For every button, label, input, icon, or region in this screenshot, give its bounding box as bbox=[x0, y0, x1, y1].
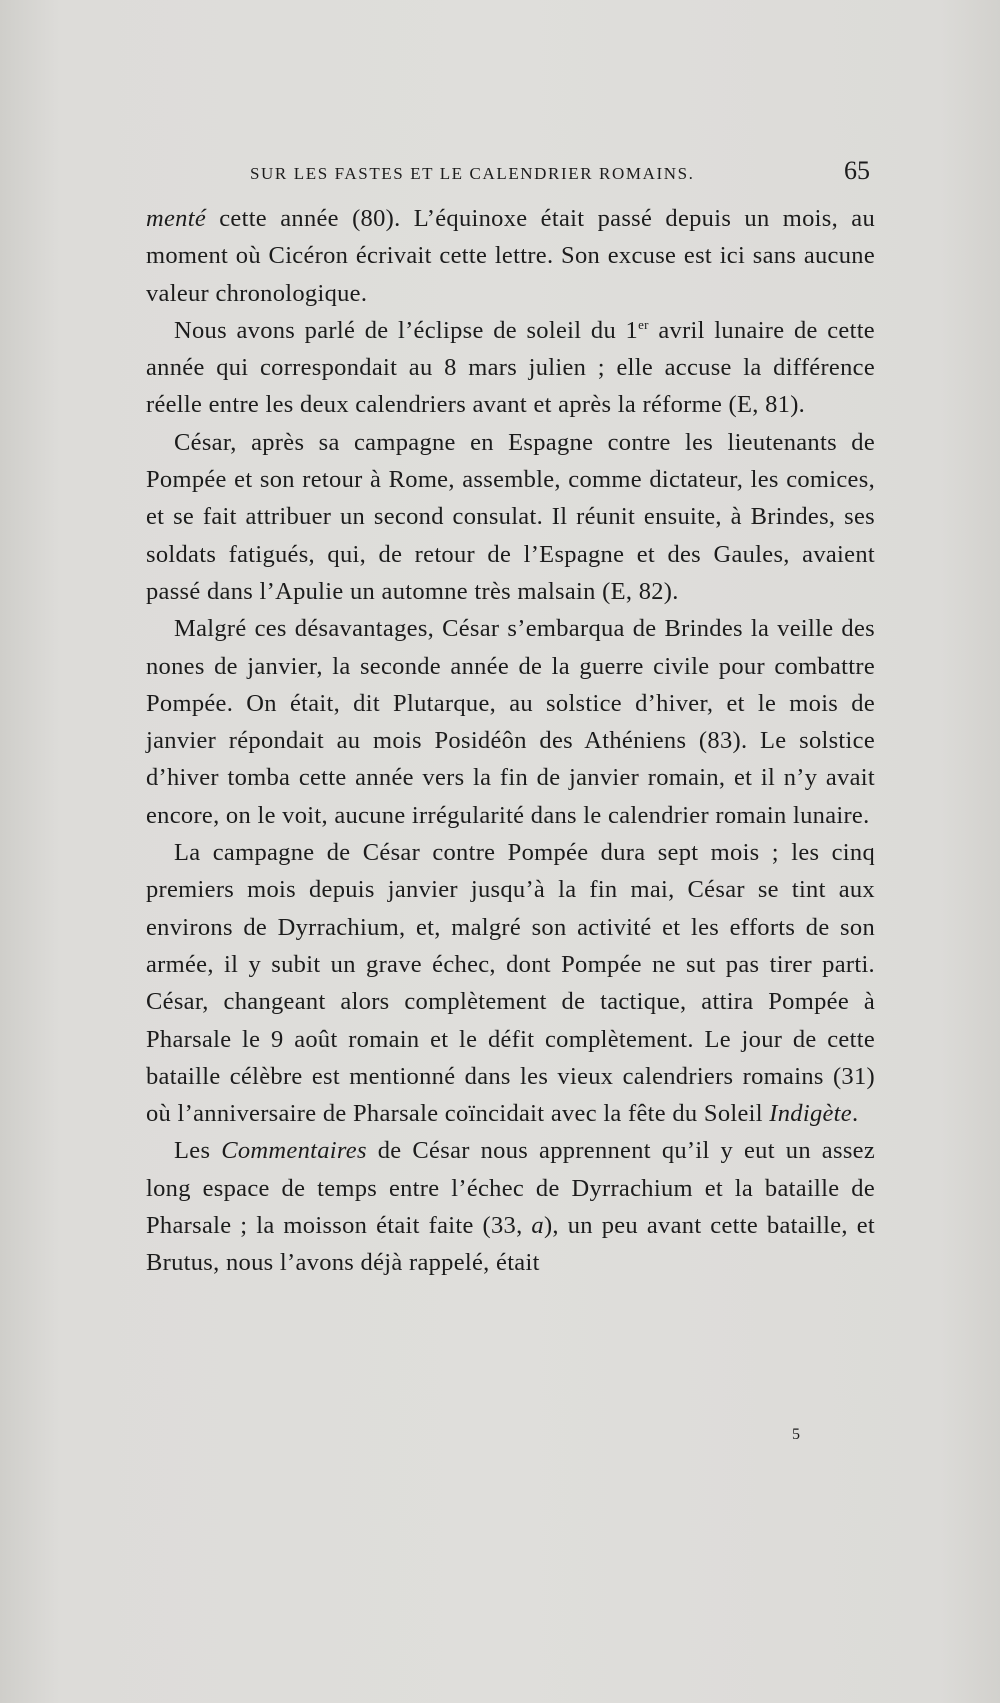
italic-text: Commentaires bbox=[221, 1137, 367, 1165]
superscript: er bbox=[638, 316, 649, 332]
body-text bbox=[146, 200, 875, 1282]
page-number: 65 bbox=[844, 156, 870, 185]
signature-mark: 5 bbox=[792, 1426, 800, 1443]
paragraph-1 bbox=[146, 200, 875, 312]
paragraph-2 bbox=[146, 312, 875, 424]
text-run: Malgré ces désavantages, César s’embarqua de Brindes la veille des nones de janvier, la seconde année de la guerre civile pour combattre Pompée. On était, dit Plutarque, au solstice d’hiver, et le mois de janvier répondait au mois Posidéôn des Athéniens (83). Le solstice d’hiver tomba cette année vers la fin de janvier romain, et il n’y avait encore, on le voit, aucune irrégularité dans le calendrier romain lunaire. bbox=[146, 615, 875, 829]
paragraph-6 bbox=[146, 1132, 875, 1281]
text-run: cette année (80). L’équinoxe était passé depuis un mois, au moment où Cicéron écrivait cette lettre. Son excuse est ici sans aucune valeur chronologique. bbox=[146, 205, 875, 307]
italic-text: Indigète bbox=[769, 1100, 852, 1128]
text-run: Les bbox=[174, 1137, 222, 1165]
paragraph-5 bbox=[146, 834, 875, 1132]
text-run: ), un peu avant cette bataille, et Brutus, nous l’avons déjà rappelé, était bbox=[146, 1212, 876, 1277]
page-header bbox=[150, 156, 870, 196]
italic-text: menté bbox=[146, 205, 206, 232]
text-run: César, après sa campagne en Espagne contre les lieutenants de Pompée et son retour à Rome, assemble, comme dictateur, les comices, et se fait attribuer un second consulat. Il réunit ensuite, à Brindes, ses soldats fatigués, qui, de retour de l’Espagne et des Gaules, avaient passé dans l’Apulie un automne très malsain (E, 82). bbox=[146, 428, 875, 605]
running-head: SUR LES FASTES ET LE CALENDRIER ROMAINS. bbox=[250, 164, 695, 183]
text-run: La campagne de César contre Pompée dura sept mois ; les cinq premiers mois depuis janvier jusqu’à la fin mai, César se tint aux environs de Dyrrachium, et, malgré son activité et les efforts de son armée, il y subit un grave échec, dont Pompée ne sut pas tirer parti. César, changeant alors complètement de tactique, attira Pompée à Pharsale le 9 août romain et le défit complètement. Le jour de cette bataille célèbre est mentionné dans les vieux calendriers romains (31) où l’anniversaire de Pharsale coïncidait avec la fête du Soleil bbox=[146, 839, 875, 1128]
paragraph-3 bbox=[146, 424, 875, 610]
text-run: . bbox=[851, 1100, 859, 1128]
text-run: Nous avons parlé de l’éclipse de soleil du 1 bbox=[174, 316, 639, 344]
italic-text: a bbox=[531, 1212, 544, 1240]
paragraph-4 bbox=[146, 610, 875, 834]
text-run: avril lunaire de cette année qui correspondait au 8 mars julien ; elle accuse la différence réelle entre les deux calendriers avant et après la réforme (E, 81). bbox=[146, 316, 875, 419]
text-run: de César nous apprennent qu’il y eut un assez long espace de temps entre l’échec de Dyrrachium et la bataille de Pharsale ; la moisson était faite (33, bbox=[146, 1137, 875, 1240]
